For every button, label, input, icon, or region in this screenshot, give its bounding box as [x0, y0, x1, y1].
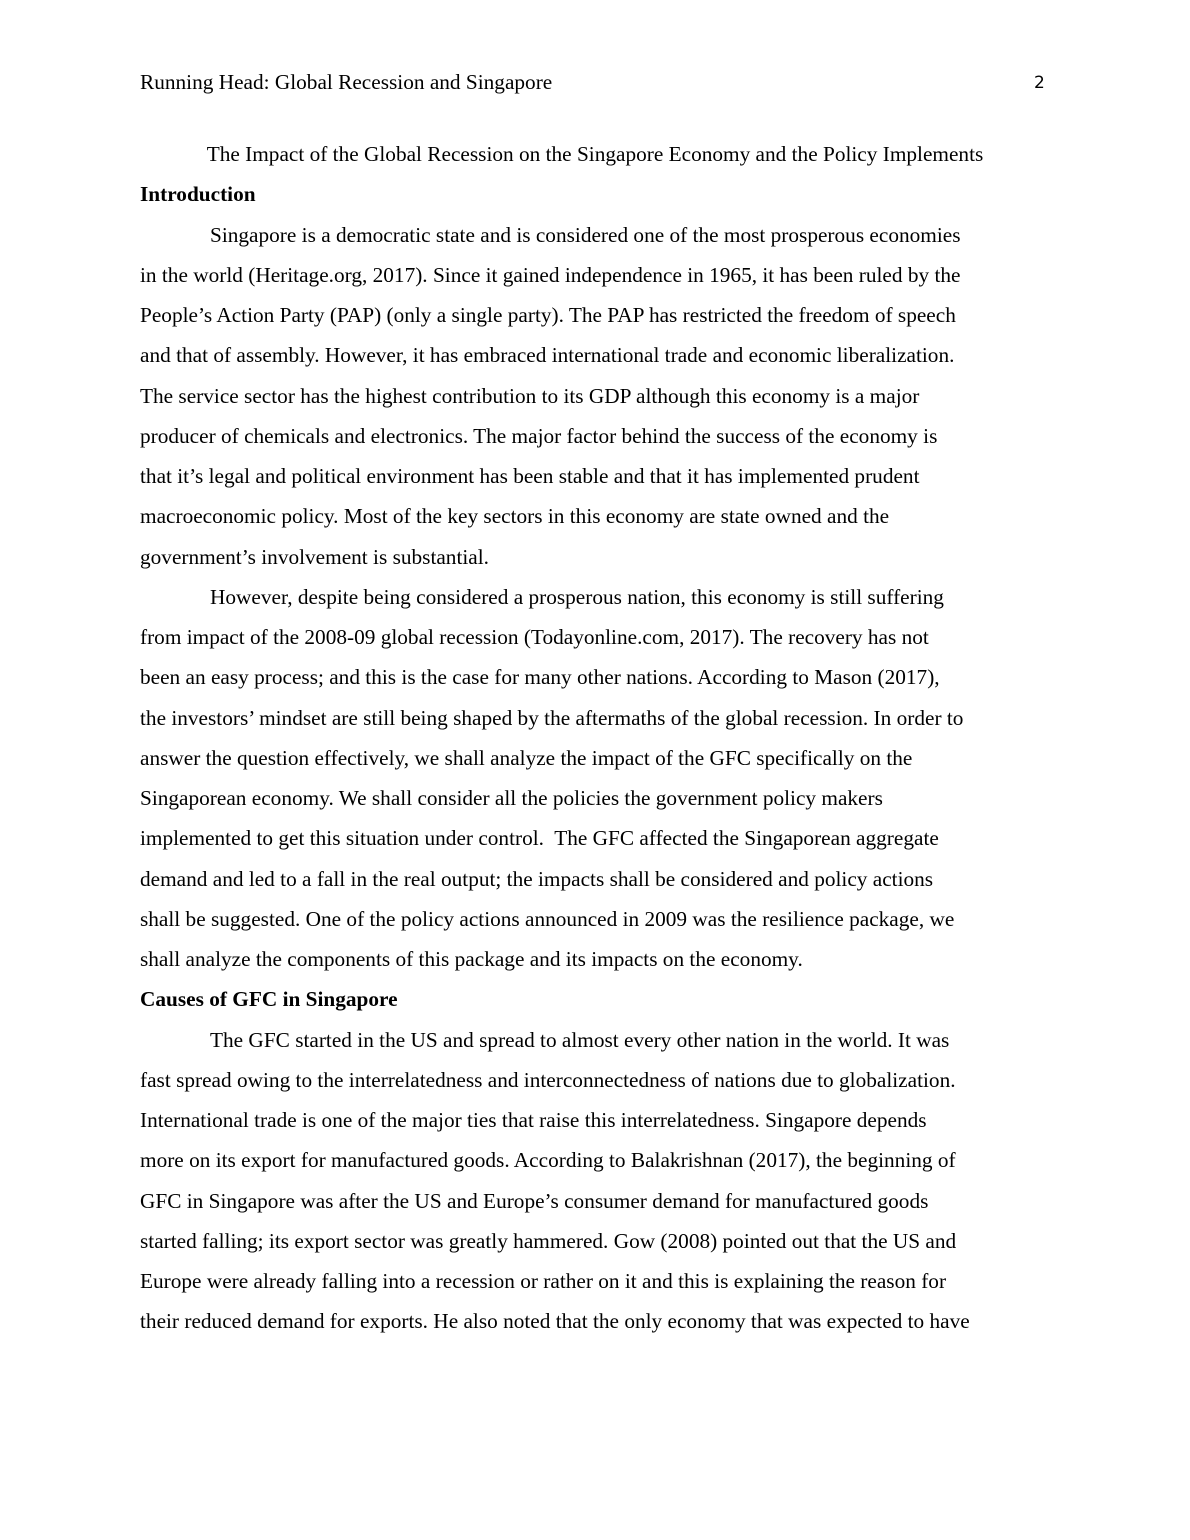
paragraph-line: Singaporean economy. We shall consider all the policies the government policy makers: [140, 786, 883, 810]
paragraph-line: the investors’ mindset are still being shaped by the aftermaths of the global recession. In order to: [140, 705, 964, 730]
paragraph-line: demand and led to a fall in the real output; the impacts shall be considered and policy actions: [140, 866, 934, 891]
paragraph: [140, 215, 1060, 577]
paragraph-line: The GFC started in the US and spread to almost every other nation in the world. It was: [210, 1027, 950, 1052]
paragraph-line: from impact of the 2008-09 global recession (Todayonline.com, 2017). The recovery has not: [140, 625, 929, 649]
section-heading: Introduction: [140, 182, 256, 207]
paragraph-line: People’s Action Party (PAP) (only a single party). The PAP has restricted the freedom of speech: [140, 303, 956, 327]
paragraph-line: fast spread owing to the interrelatedness and interconnectedness of nations due to globalization.: [140, 1067, 956, 1092]
paragraph-line: answer the question effectively, we shall analyze the impact of the GFC specifically on the: [140, 745, 913, 770]
paragraph-line: government’s involvement is substantial.: [140, 544, 489, 569]
paragraph-line: Europe were already falling into a recession or rather on it and this is explaining the reason for: [140, 1269, 947, 1293]
paragraph: [140, 1020, 1060, 1342]
paragraph-line: and that of assembly. However, it has embraced international trade and economic liberalization.: [140, 343, 955, 368]
paragraph-line: shall analyze the components of this package and its impacts on the economy.: [140, 947, 803, 971]
paragraph: [140, 577, 1060, 980]
page-number: 2: [1034, 73, 1045, 93]
paragraph-line: International trade is one of the major ties that raise this interrelatedness. Singapore depends: [140, 1108, 927, 1132]
paragraph-line: implemented to get this situation under control. The GFC affected the Singaporean aggregate: [140, 826, 939, 851]
paragraph-line: Singapore is a democratic state and is considered one of the most prosperous economies: [210, 222, 961, 247]
paragraph-line: more on its export for manufactured goods. According to Balakrishnan (2017), the beginning of: [140, 1148, 956, 1173]
paragraph-line: in the world (Heritage.org, 2017). Since it gained independence in 1965, it has been ruled by the: [140, 262, 961, 287]
document-body: [140, 134, 1060, 1342]
paragraph-line: been an easy process; and this is the case for many other nations. According to Mason (2017),: [140, 665, 940, 690]
paragraph-line: shall be suggested. One of the policy actions announced in 2009 was the resilience package, we: [140, 906, 955, 931]
running-head: Running Head: Global Recession and Singapore: [140, 70, 553, 94]
paragraph-line: producer of chemicals and electronics. The major factor behind the success of the economy is: [140, 423, 938, 448]
paragraph-line: However, despite being considered a prosperous nation, this economy is still suffering: [210, 584, 944, 609]
document-title: The Impact of the Global Recession on the Singapore Economy and the Policy Implements: [206, 142, 984, 166]
paragraph-line: that it’s legal and political environment has been stable and that it has implemented prudent: [140, 464, 920, 488]
paragraph-line: GFC in Singapore was after the US and Europe’s consumer demand for manufactured goods: [140, 1188, 929, 1213]
section-heading: Causes of GFC in Singapore: [140, 987, 398, 1012]
paragraph-line: started falling; its export sector was greatly hammered. Gow (2008) pointed out that the US and: [140, 1228, 957, 1253]
paragraph-line: their reduced demand for exports. He also noted that the only economy that was expected to have: [140, 1309, 970, 1334]
paragraph-line: The service sector has the highest contribution to its GDP although this economy is a major: [140, 383, 920, 408]
paragraph-line: macroeconomic policy. Most of the key sectors in this economy are state owned and the: [140, 504, 890, 529]
